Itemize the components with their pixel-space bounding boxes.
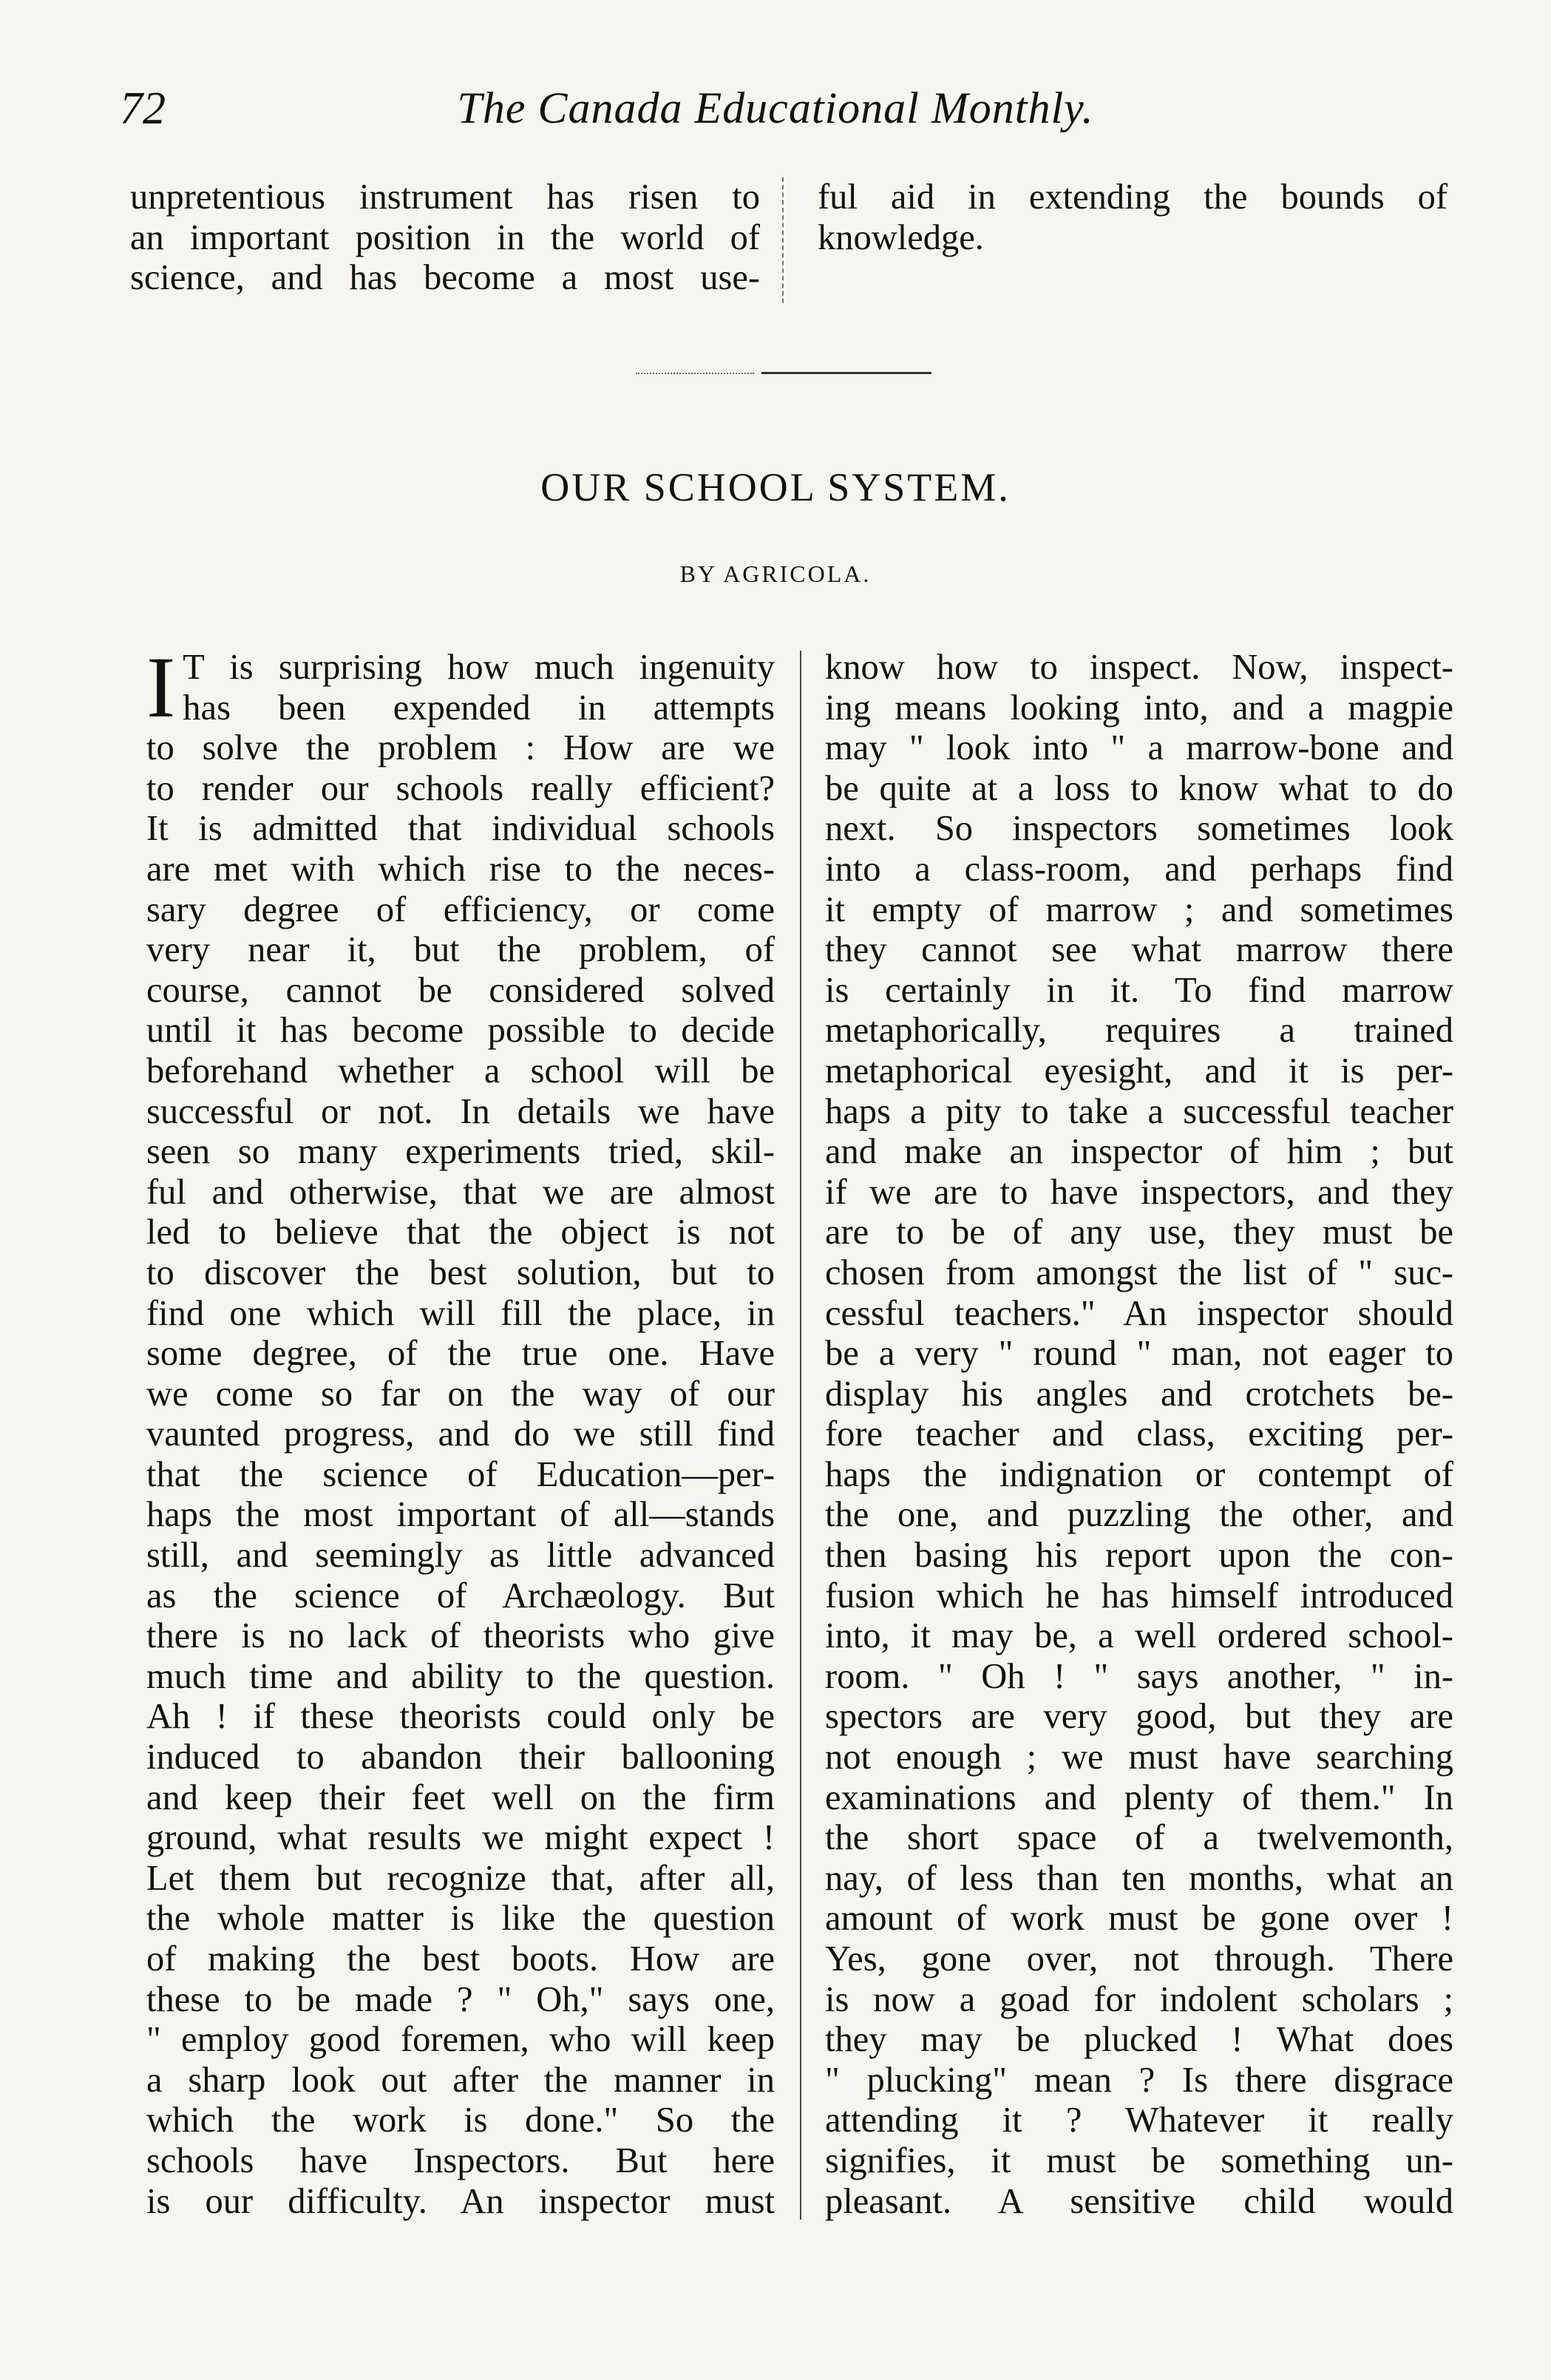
running-head [0,83,1551,142]
text-line: signifies, it must be something un- [825,2140,1453,2180]
text-line: and keep their feet well on the firm [146,1777,775,1817]
text-line: very near it, but the problem, of [146,930,775,970]
text-line: to discover the best solution, but to [146,1252,775,1292]
column-divider-body [800,651,801,2220]
text-line: may " look into " a marrow-bone and [825,728,1453,768]
text-line: schools have Inspectors. But here [146,2140,775,2180]
text-line: an important position in the world of [130,217,760,257]
text-line: course, cannot be considered solved [146,970,775,1010]
text-line: into, it may be, a well ordered school- [825,1616,1453,1656]
text-line: spectors are very good, but they are [825,1697,1453,1737]
text-line: " employ good foremen, who will keep [146,2020,775,2060]
drop-cap: I [146,639,176,736]
text-line: " plucking" mean ? Is there disgrace [825,2060,1453,2100]
text-line: to render our schools really efficient? [146,768,775,808]
text-line: display his angles and crotchets be- [825,1374,1453,1414]
text-line: T is surprising how much ingenuity [183,648,775,687]
text-line: seen so many experiments tried, skil- [146,1132,775,1172]
text-line: and make an inspector of him ; but [825,1132,1453,1172]
text-line: sary degree of efficiency, or come [146,889,775,929]
section-separator-rule [636,371,931,374]
text-line: is certainly in it. To find marrow [825,970,1453,1010]
text-line: chosen from amongst the list of " suc- [825,1252,1453,1292]
text-line: know how to inspect. Now, inspect- [825,648,1453,687]
text-line: much time and ability to the question. [146,1656,775,1696]
text-line: examinations and plenty of them." In [825,1777,1453,1817]
text-line: metaphorically, requires a trained [825,1011,1453,1051]
text-line: haps a pity to take a successful teacher [825,1091,1453,1131]
text-line: led to believe that the object is not [146,1213,775,1252]
text-line: are to be of any use, they must be [825,1213,1453,1252]
text-line: some degree, of the true one. Have [146,1334,775,1374]
article-left-column [146,639,775,2222]
text-line: into a class-room, and perhaps find [825,849,1453,889]
text-line: these to be made ? " Oh," says one, [146,1979,775,2019]
text-line: we come so far on the way of our [146,1374,775,1414]
text-line: science, and has become a most use- [130,258,760,298]
column-divider-top [782,177,784,303]
text-line: that the science of Education—per- [146,1454,775,1494]
text-line: is now a goad for indolent scholars ; [825,1979,1453,2019]
text-line: the short space of a twelvemonth, [825,1818,1453,1858]
page-number: 72 [120,84,166,134]
previous-article-left-column [130,177,760,299]
text-line: room. " Oh ! " says another, " in- [825,1656,1453,1696]
text-line: ing means looking into, and a magpie [825,688,1453,728]
text-line: are met with which rise to the neces- [146,849,775,889]
text-line: unpretentious instrument has risen to [130,177,760,217]
text-line: knowledge. [818,217,984,257]
text-line: fore teacher and class, exciting per- [825,1414,1453,1454]
text-line: of making the best boots. How are [146,1939,775,1979]
text-line: is our difficulty. An inspector must [146,2181,775,2221]
text-line: haps the most important of all—stands [146,1495,775,1535]
text-line: has been expended in attempts [183,688,775,728]
text-line: ful and otherwise, that we are almost [146,1172,775,1212]
journal-title: The Canada Educational Monthly. [457,84,1094,132]
text-line: next. So inspectors sometimes look [825,809,1453,849]
text-line: metaphorical eyesight, and it is per- [825,1051,1453,1091]
text-line: amount of work must be gone over ! [825,1899,1453,1939]
text-line: they may be plucked ! What does [825,2020,1453,2060]
text-line: the whole matter is like the question [146,1899,775,1939]
text-line: Let them but recognize that, after all, [146,1858,775,1898]
text-line: induced to abandon their ballooning [146,1737,775,1777]
text-line: they cannot see what marrow there [825,930,1453,970]
article-right-column [825,648,1453,2222]
text-line: Yes, gone over, not through. There [825,1939,1453,1979]
text-line: which the work is done." So the [146,2101,775,2140]
text-line: it empty of marrow ; and sometimes [825,889,1453,929]
text-line: pleasant. A sensitive child would [825,2181,1453,2221]
text-line: be quite at a loss to know what to do [825,768,1453,808]
text-line: ful aid in extending the bounds of [818,177,1448,217]
text-line: ground, what results we might expect ! [146,1818,775,1858]
text-line: attending it ? Whatever it really [825,2101,1453,2140]
text-line: beforehand whether a school will be [146,1051,775,1091]
text-line: as the science of Archæology. But [146,1576,775,1616]
text-line: be a very " round " man, not eager to [825,1334,1453,1374]
text-line: successful or not. In details we have [146,1091,775,1131]
text-line: vaunted progress, and do we still find [146,1414,775,1454]
text-line: nay, of less than ten months, what an [825,1858,1453,1898]
text-line: then basing his report upon the con- [825,1536,1453,1576]
text-line: It is admitted that individual schools [146,809,775,849]
text-line: there is no lack of theorists who give [146,1616,775,1656]
text-line: not enough ; we must have searching [825,1737,1453,1777]
article-byline: BY AGRICOLA. [679,560,872,587]
text-line: haps the indignation or contempt of [825,1454,1453,1494]
text-line: until it has become possible to decide [146,1011,775,1051]
text-line: to solve the problem : How are we [146,728,775,768]
text-line: Ah ! if these theorists could only be [146,1697,775,1737]
text-line: if we are to have inspectors, and they [825,1172,1453,1212]
article-title: OUR SCHOOL SYSTEM. [540,465,1011,509]
text-line: cessful teachers." An inspector should [825,1293,1453,1333]
text-line: fusion which he has himself introduced [825,1576,1453,1616]
text-line: the one, and puzzling the other, and [825,1495,1453,1535]
previous-article-right-column [818,177,1448,258]
text-line: a sharp look out after the manner in [146,2060,775,2100]
text-line: still, and seemingly as little advanced [146,1536,775,1576]
text-line: find one which will fill the place, in [146,1293,775,1333]
